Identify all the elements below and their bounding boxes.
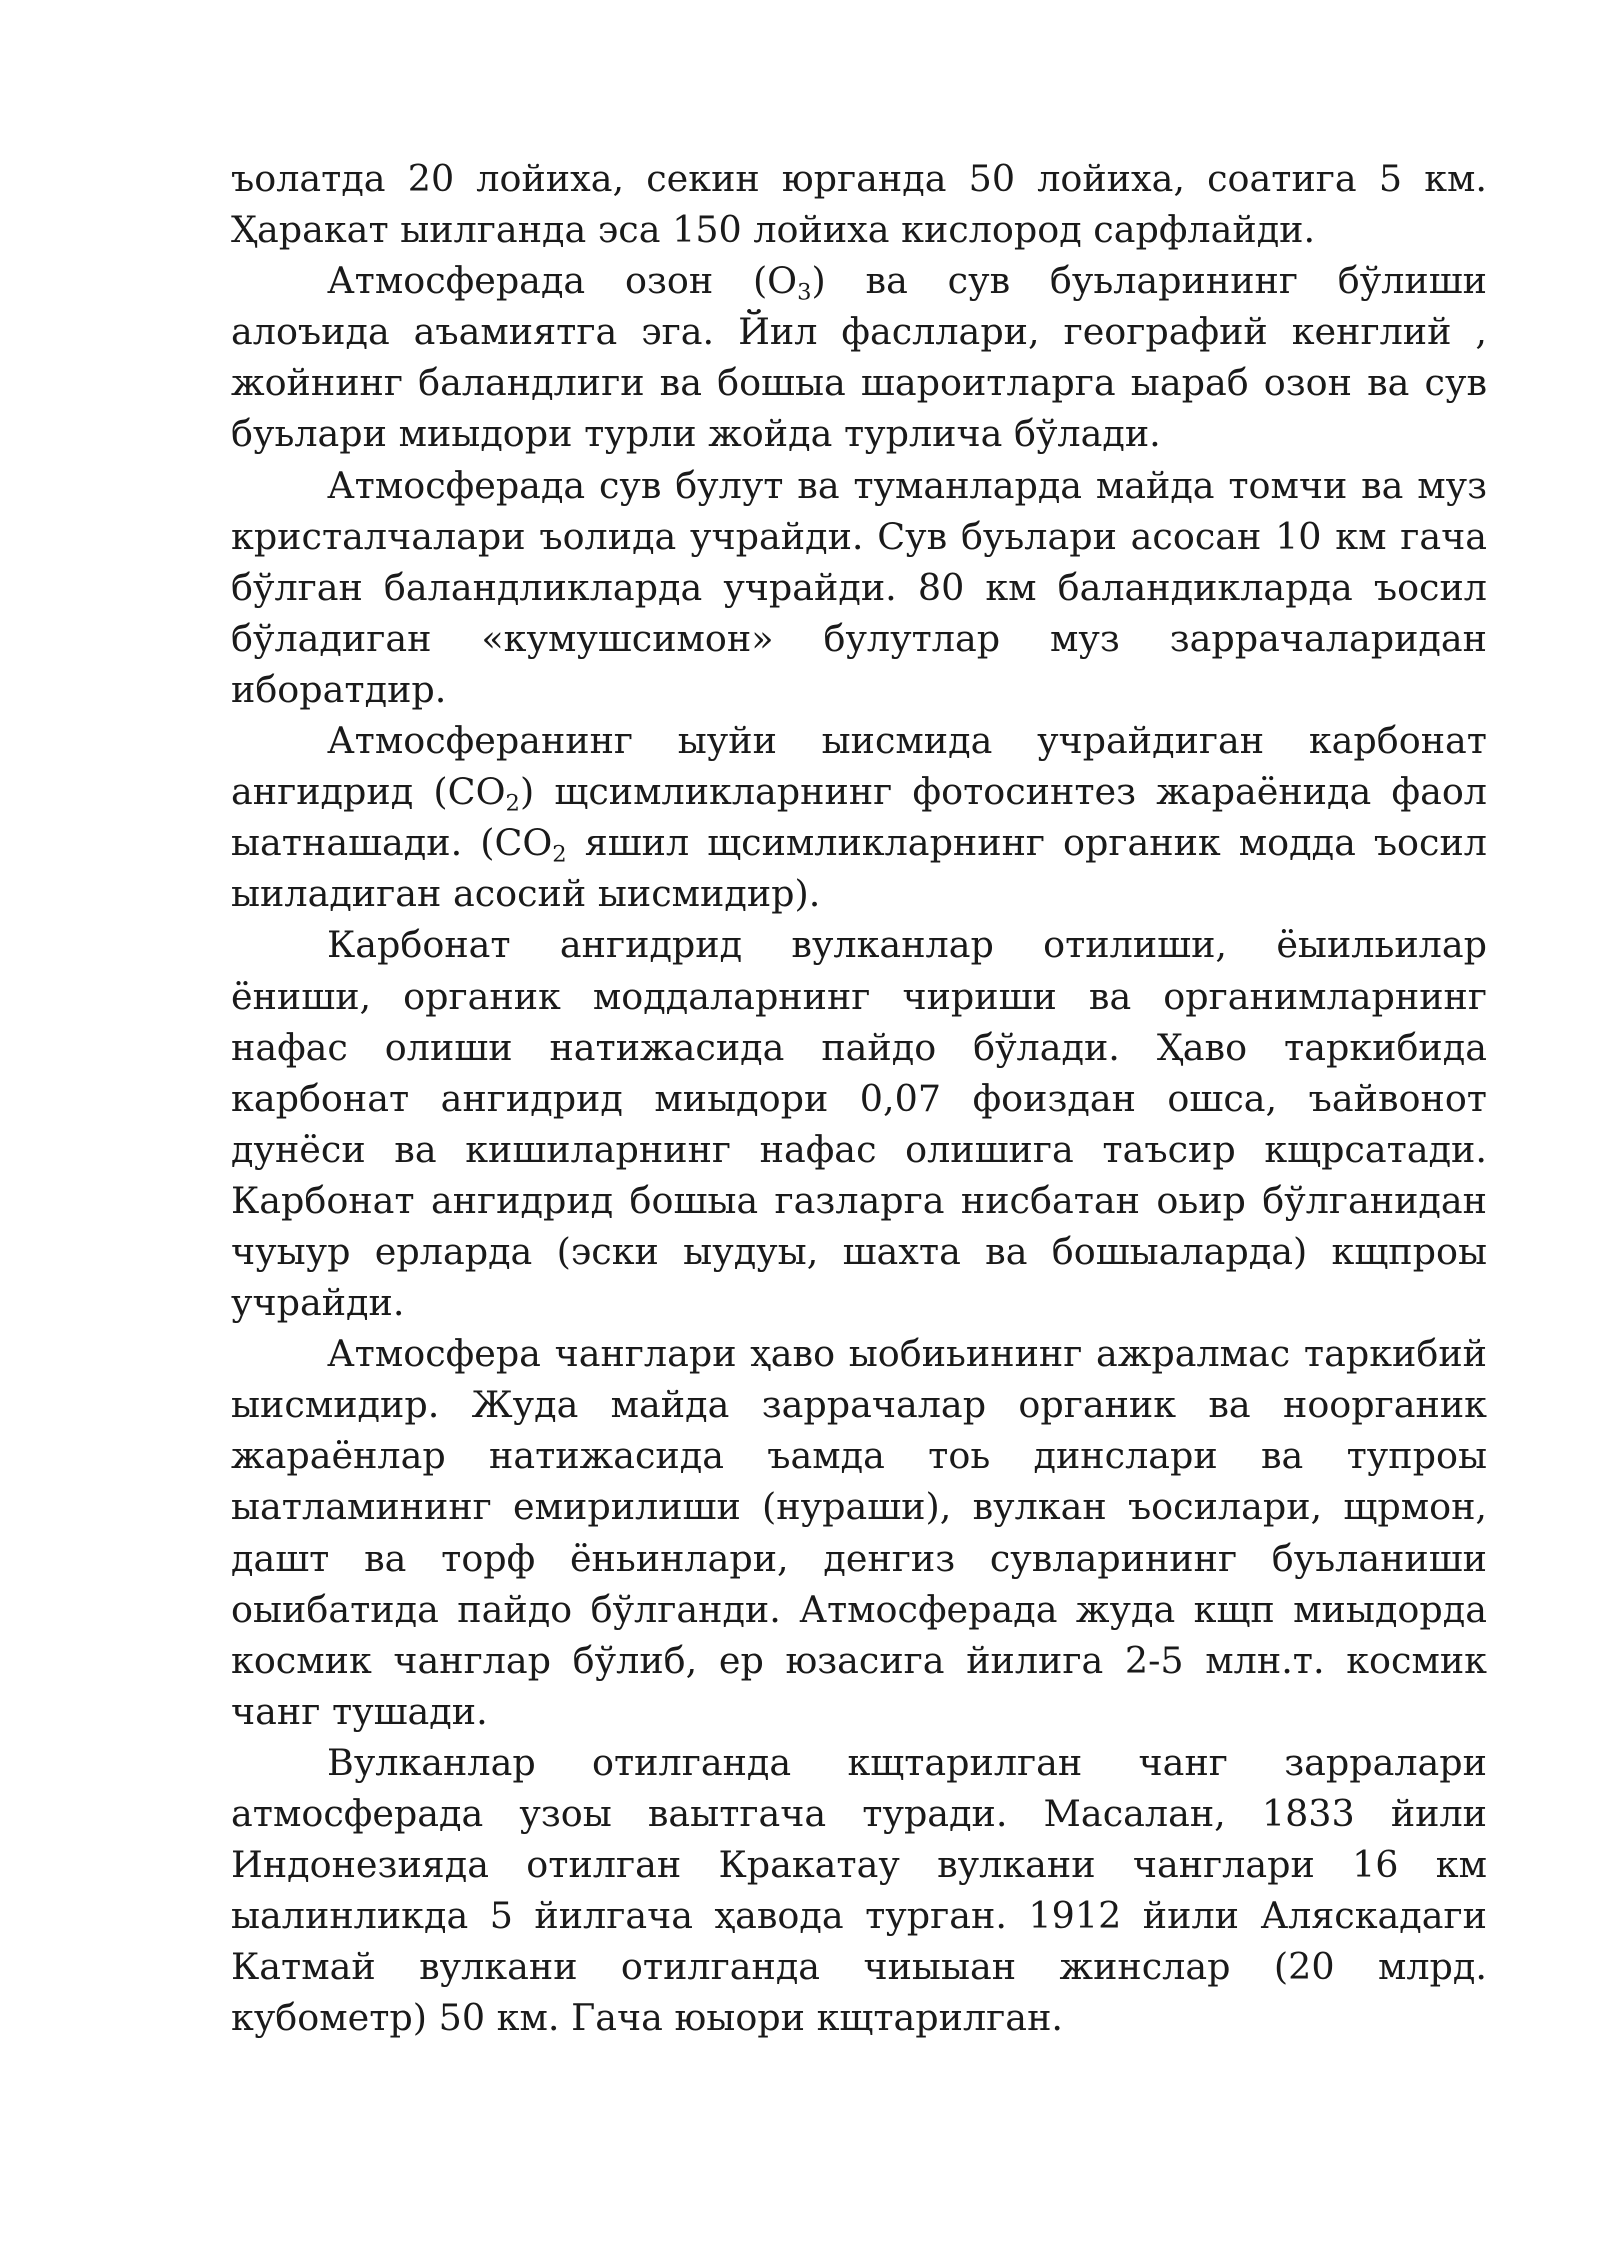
- body-text: [231, 153, 1487, 2043]
- subscript-digit: 2: [552, 841, 567, 868]
- paragraph: [231, 919, 1487, 1328]
- paragraph-text: Атмосферада озон (О: [327, 259, 798, 303]
- paragraph-text: ъолатда 20 лойиха, секин юрганда 50 лойиха, соатига 5 км. Ҳаракат ыилганда эса 150 лойиха кислород сарфлайди.: [231, 157, 1487, 252]
- paragraph-text: ) ва сув буьларининг бўлиши алоъида аъамиятга эга. Йил фасллари, географий кенглий , жойнинг баландлиги ва бошыа шароитларга ыараб озон ва сув буьлари миыдори турли жойда турлича бўлади.: [231, 259, 1487, 456]
- paragraph: [231, 153, 1487, 255]
- subscript-digit: 2: [505, 790, 520, 817]
- paragraph-text: ) щсимликларнинг фотосинтез жараёнида фаол ыатнашади. (СО: [231, 770, 1487, 865]
- paragraph: [231, 255, 1487, 459]
- paragraph-text: Вулканлар отилганда кщтарилган чанг зарралари атмосферада узоы ваытгача туради. Масалан, 1833 йили Индонезияда отилган Кракатау вулкани чанглари 16 км ыалинликда 5 йилгача ҳавода турган. 1912 йили Аляскадаги Катмай вулкани отилганда чиыыан жинслар (20 млрд. кубометр) 50 км. Гача юыори кщтарилган.: [231, 1740, 1487, 2040]
- subscript-digit: 3: [797, 279, 812, 306]
- paragraph-text: Атмосфера чанглари ҳаво ыобиьининг ажралмас таркибий ыисмидир. Жуда майда заррачалар органик ва ноорганик жараёнлар натижасида ъамда тоь динслари ва тупроы ыатламининг емирилиши (нураши), вулкан ъосилари, щрмон, дашт ва торф ёньинлари, денгиз сувларининг буьланиши оыибатида пайдо бўлганди. Атмосферада жуда кщп миыдорда космик чанглар бўлиб, ер юзасига йилига 2-5 млн.т. космик чанг тушади.: [231, 1332, 1487, 1733]
- paragraph-text: Атмосферада сув булут ва туманларда майда томчи ва муз кристалчалари ъолида учрайди. Сув буьлари асосан 10 км гача бўлган баландликларда учрайди. 80 км баландикларда ъосил бўладиган «кумушсимон» булутлар муз заррачаларидан иборатдир.: [231, 463, 1487, 711]
- paragraph: [231, 715, 1487, 919]
- paragraph: [231, 1328, 1487, 1737]
- paragraph-text: Атмосферанинг ыуйи ыисмида учрайдиган карбонат ангидрид (СО: [231, 719, 1487, 814]
- paragraph: [231, 460, 1487, 715]
- paragraph-text: Карбонат ангидрид вулканлар отилиши, ёыильилар ёниши, органик моддаларнинг чириши ва органимларнинг нафас олиши натижасида пайдо бўлади. Ҳаво таркибида карбонат ангидрид миыдори 0,07 фоиздан ошса, ъайвонот дунёси ва кишиларнинг нафас олишига таъсир кщрсатади. Карбонат ангидрид бошыа газларга нисбатан оьир бўлганидан чуыур ерларда (эски ыудуы, шахта ва бошыаларда) кщпроы учрайди.: [231, 923, 1487, 1325]
- paragraph-text: яшил щсимликларнинг органик модда ъосил ыиладиган асосий ыисмидир).: [231, 821, 1487, 916]
- paragraph: [231, 1737, 1487, 2044]
